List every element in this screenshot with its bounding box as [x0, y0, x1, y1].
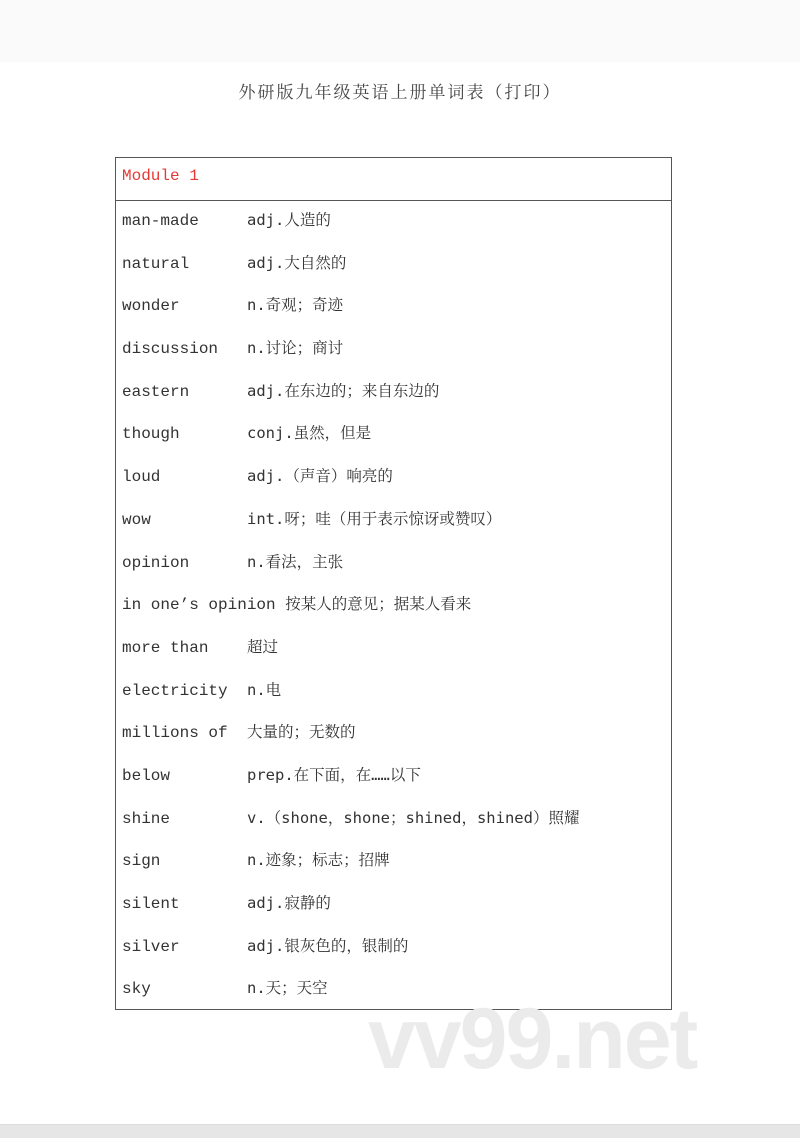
word: eastern [122, 382, 190, 401]
word: sign [122, 852, 161, 871]
word: silent [122, 895, 180, 913]
word: more than [122, 638, 209, 657]
word: shine [122, 809, 171, 828]
table-row [116, 550, 671, 593]
word: electricity [122, 681, 228, 700]
definition: int.呀；哇（用于表示惊讶或赞叹） [247, 509, 502, 528]
definition: n.电 [247, 680, 282, 699]
definition: n.讨论；商讨 [247, 339, 344, 358]
vocabulary-table [115, 157, 672, 1010]
table-row [116, 763, 671, 806]
module-header: Module 1 [116, 158, 671, 201]
table-row [116, 421, 671, 464]
table-row [116, 336, 671, 379]
definition: n.天；天空 [247, 979, 328, 998]
word: millions of [122, 724, 228, 743]
table-row [116, 251, 671, 294]
table-row [116, 293, 671, 336]
table-row [116, 806, 671, 849]
definition: conj.虽然，但是 [247, 424, 372, 443]
word: man-made [122, 212, 199, 230]
table-row [116, 464, 671, 507]
table-row [116, 208, 671, 251]
definition: adj.（声音）响亮的 [247, 467, 393, 486]
word: below [122, 766, 171, 785]
definition: adj.寂静的 [247, 894, 331, 912]
word: in one’s opinion [122, 596, 276, 615]
word: though [122, 425, 180, 444]
word: sky [122, 980, 151, 999]
definition: adj.人造的 [247, 211, 331, 229]
table-row [116, 379, 671, 422]
definition: v.（shone，shone；shined，shined）照耀 [247, 808, 580, 827]
table-row [116, 507, 671, 550]
bottom-scrollbar[interactable] [0, 1124, 800, 1138]
table-row [116, 592, 671, 635]
word: discussion [122, 340, 219, 359]
table-row [116, 848, 671, 891]
table-row [116, 678, 671, 721]
document-title: 外研版九年级英语上册单词表（打印） [238, 83, 562, 103]
definition: adj.银灰色的，银制的 [247, 936, 409, 955]
definition: n.迹象；标志；招牌 [247, 851, 390, 870]
table-row [116, 891, 671, 934]
definition: 按某人的意见；据某人看来 [285, 595, 472, 614]
top-bar [0, 0, 800, 62]
table-row [116, 934, 671, 977]
table-row [116, 720, 671, 763]
word: wonder [122, 297, 180, 316]
word: opinion [122, 553, 190, 572]
definition: n.看法，主张 [247, 552, 344, 571]
table-row [116, 635, 671, 678]
word: wow [122, 510, 151, 529]
definition: 大量的；无数的 [247, 723, 356, 742]
definition: adj.大自然的 [247, 253, 347, 272]
watermark: vv99.net [368, 991, 697, 1087]
word: natural [122, 254, 190, 273]
definition: 超过 [247, 637, 279, 656]
definition: n.奇观；奇迹 [247, 296, 344, 315]
vocabulary-rows [116, 201, 671, 1019]
definition: adj.在东边的；来自东边的 [247, 381, 440, 400]
definition: prep.在下面，在……以下 [247, 765, 421, 784]
word: silver [122, 937, 180, 956]
word: loud [122, 468, 161, 487]
